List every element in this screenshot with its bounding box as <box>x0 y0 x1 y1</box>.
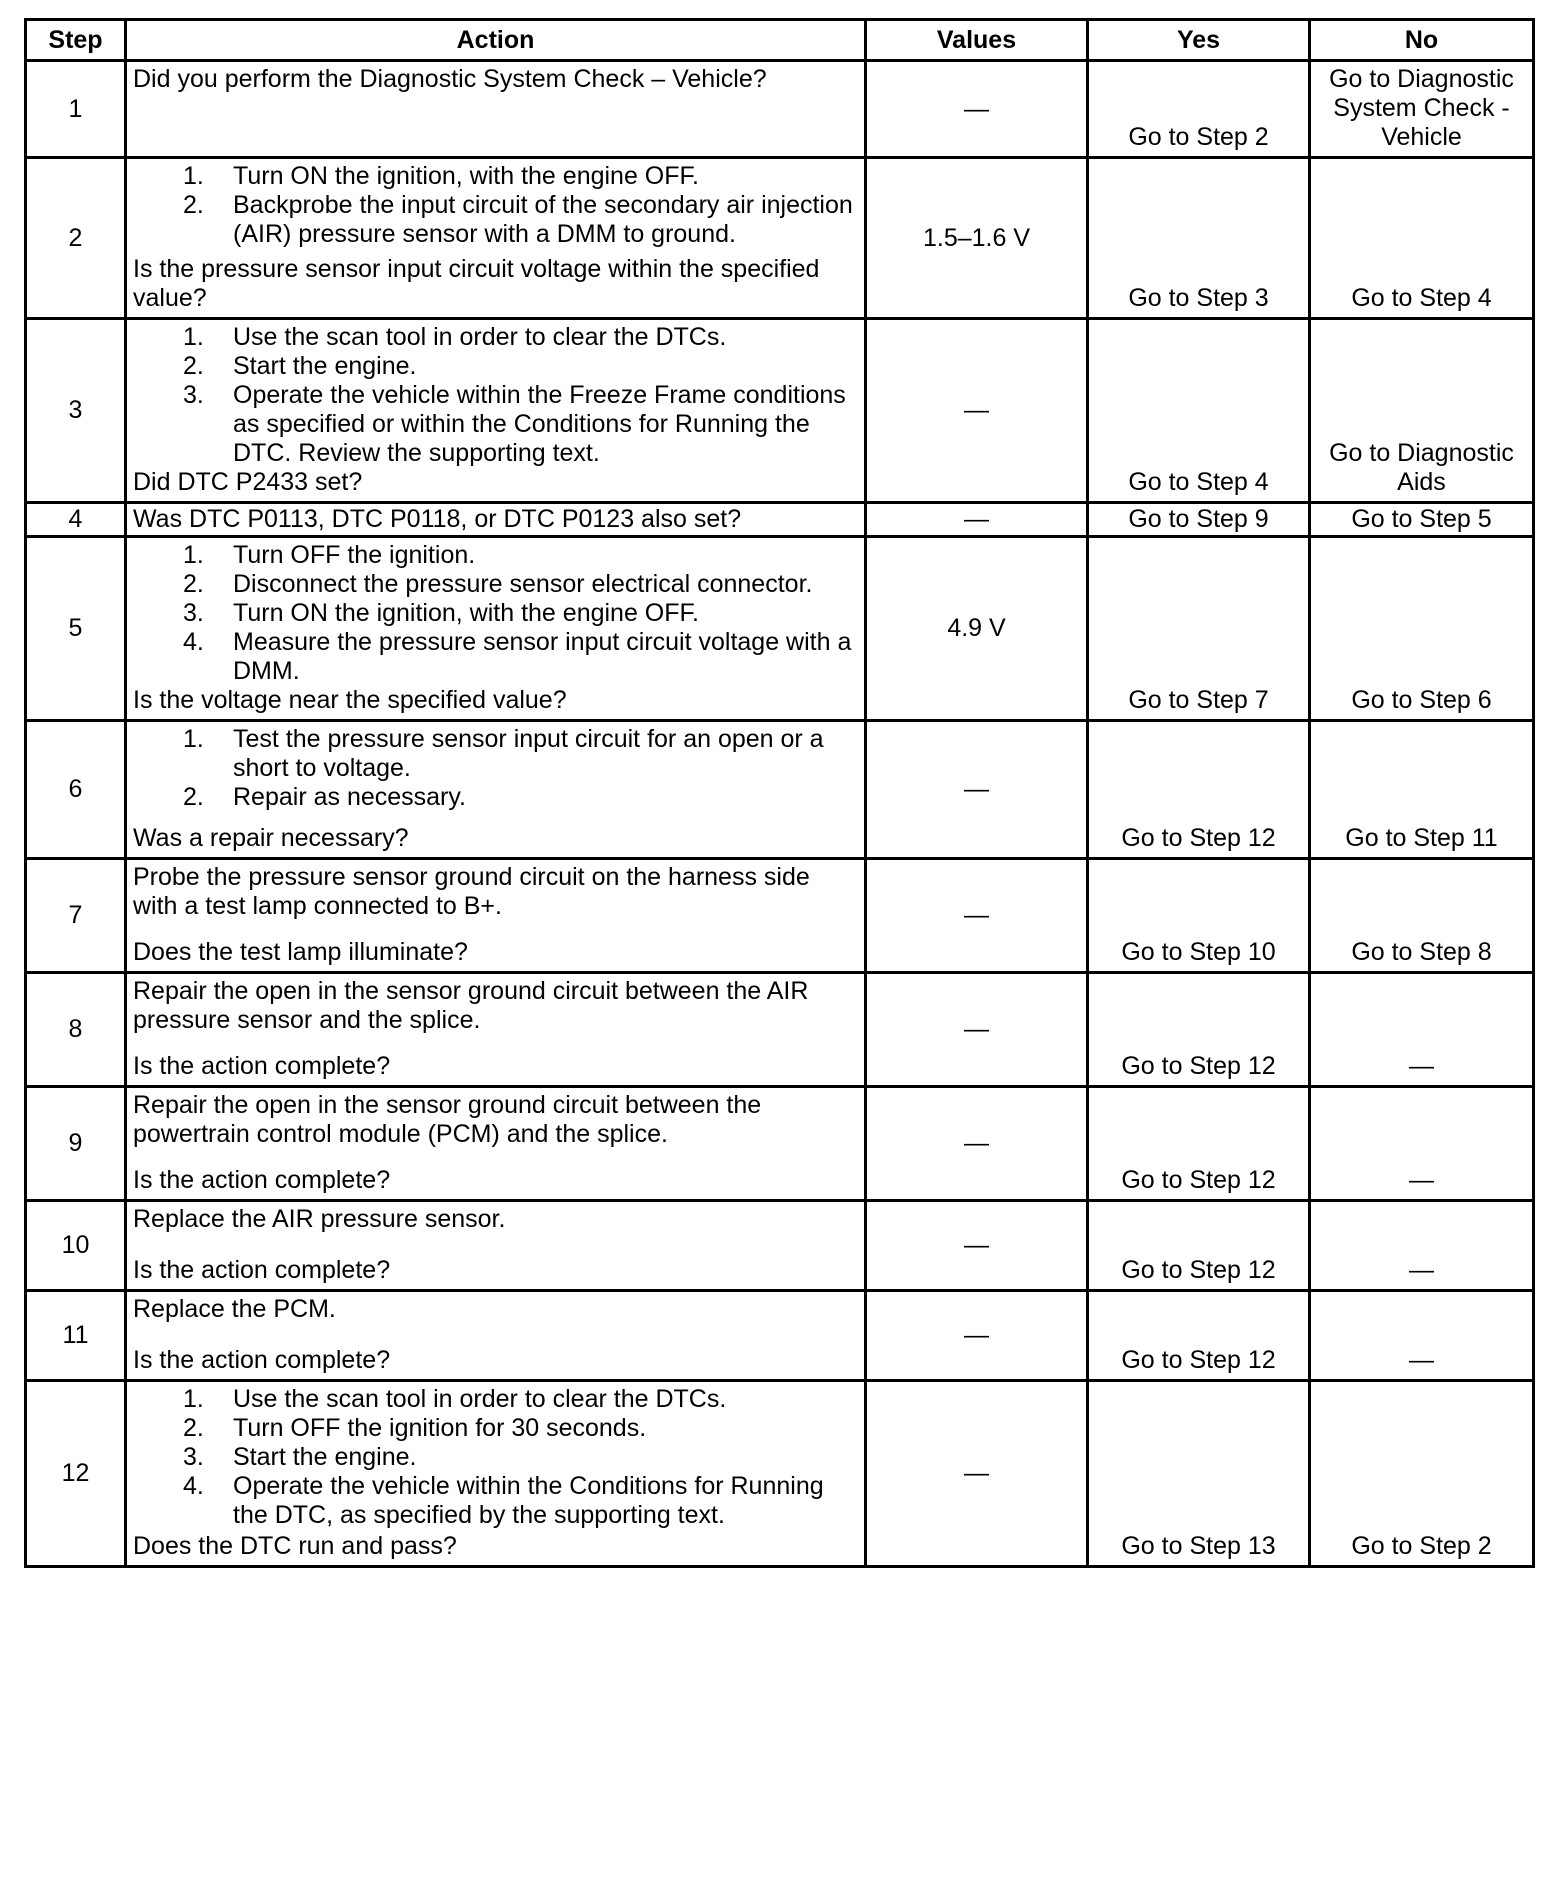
action-question: Did DTC P2433 set? <box>133 468 363 496</box>
action-cell <box>126 1201 866 1291</box>
action-question: Does the test lamp illuminate? <box>133 938 468 966</box>
list-item-text: Start the engine. <box>233 352 417 380</box>
action-cell <box>126 1087 866 1201</box>
step-number: 6 <box>26 721 126 859</box>
list-item-number: 1. <box>183 1385 204 1413</box>
list-item-text: Use the scan tool in order to clear the DTCs. <box>233 1385 727 1413</box>
action-list <box>133 541 856 686</box>
no-cell: — <box>1310 1201 1534 1291</box>
value-cell: 1.5–1.6 V <box>866 158 1088 319</box>
action-cell <box>126 973 866 1087</box>
header-step: Step <box>26 20 126 61</box>
yes-cell: Go to Step 12 <box>1088 1291 1310 1381</box>
table-row <box>26 1201 1534 1291</box>
list-item-number: 2. <box>183 570 204 598</box>
header-action: Action <box>126 20 866 61</box>
list-item-number: 2. <box>183 352 204 380</box>
no-cell: Go to Step 5 <box>1310 503 1534 537</box>
list-item-text: Start the engine. <box>233 1443 417 1471</box>
list-item-number: 2. <box>183 191 204 219</box>
value-cell: — <box>866 973 1088 1087</box>
action-text: Repair the open in the sensor ground circuit between the powertrain control module (PCM) and the splice. <box>133 1091 762 1148</box>
table-row <box>26 859 1534 973</box>
action-cell <box>126 1291 866 1381</box>
list-item-number: 3. <box>183 599 204 627</box>
yes-cell: Go to Step 10 <box>1088 859 1310 973</box>
action-cell <box>126 859 866 973</box>
list-item-text: Disconnect the pressure sensor electrical connector. <box>233 570 813 598</box>
action-cell <box>126 1381 866 1567</box>
diagnostic-table <box>24 18 1535 1568</box>
action-list <box>133 725 856 812</box>
step-number: 8 <box>26 973 126 1087</box>
value-cell: — <box>866 61 1088 158</box>
no-cell: Go to Step 11 <box>1310 721 1534 859</box>
header-row <box>26 20 1534 61</box>
step-number: 7 <box>26 859 126 973</box>
step-number: 12 <box>26 1381 126 1567</box>
no-cell: Go to Step 6 <box>1310 537 1534 721</box>
action-text: Was DTC P0113, DTC P0118, or DTC P0123 also set? <box>133 505 742 533</box>
action-text: Replace the PCM. <box>133 1295 336 1323</box>
list-item-number: 1. <box>183 725 204 753</box>
no-cell: Go to Diagnostic System Check - Vehicle <box>1310 61 1534 158</box>
action-text: Repair the open in the sensor ground circuit between the AIR pressure sensor and the splice. <box>133 977 809 1034</box>
list-item-number: 1. <box>183 162 204 190</box>
yes-cell: Go to Step 2 <box>1088 61 1310 158</box>
list-item <box>133 1414 856 1443</box>
list-item-text: Operate the vehicle within the Conditions for Running the DTC, as specified by the supporting text. <box>233 1472 824 1529</box>
no-cell: Go to Diagnostic Aids <box>1310 319 1534 503</box>
action-cell <box>126 721 866 859</box>
table-body <box>26 61 1534 1567</box>
list-item <box>133 1385 856 1414</box>
step-number: 1 <box>26 61 126 158</box>
action-cell <box>126 537 866 721</box>
list-item <box>133 783 856 812</box>
list-item <box>133 628 856 686</box>
list-item-number: 2. <box>183 1414 204 1442</box>
list-item-text: Test the pressure sensor input circuit for an open or a short to voltage. <box>233 725 824 782</box>
value-cell: 4.9 V <box>866 537 1088 721</box>
list-item <box>133 191 856 249</box>
step-number: 2 <box>26 158 126 319</box>
list-item-number: 2. <box>183 783 204 811</box>
yes-cell: Go to Step 9 <box>1088 503 1310 537</box>
yes-cell: Go to Step 12 <box>1088 973 1310 1087</box>
diagnostic-table-container <box>24 18 1532 1568</box>
list-item-number: 4. <box>183 1472 204 1500</box>
action-list <box>133 1385 856 1530</box>
value-cell: — <box>866 1381 1088 1567</box>
header-yes: Yes <box>1088 20 1310 61</box>
action-text: Did you perform the Diagnostic System Check – Vehicle? <box>133 65 767 93</box>
table-row <box>26 319 1534 503</box>
action-question: Is the pressure sensor input circuit voltage within the specified value? <box>133 255 820 312</box>
action-question: Is the action complete? <box>133 1256 391 1284</box>
list-item <box>133 599 856 628</box>
value-cell: — <box>866 319 1088 503</box>
list-item <box>133 381 856 468</box>
list-item <box>133 352 856 381</box>
list-item-text: Repair as necessary. <box>233 783 466 811</box>
table-row <box>26 158 1534 319</box>
no-cell: Go to Step 2 <box>1310 1381 1534 1567</box>
action-cell <box>126 319 866 503</box>
list-item <box>133 541 856 570</box>
table-row <box>26 721 1534 859</box>
list-item-number: 3. <box>183 381 204 409</box>
value-cell: — <box>866 859 1088 973</box>
list-item <box>133 725 856 783</box>
header-no: No <box>1310 20 1534 61</box>
action-cell <box>126 61 866 158</box>
no-cell: — <box>1310 973 1534 1087</box>
action-list <box>133 323 856 468</box>
action-text: Replace the AIR pressure sensor. <box>133 1205 506 1233</box>
list-item-text: Backprobe the input circuit of the secondary air injection (AIR) pressure sensor with a DMM to ground. <box>233 191 853 248</box>
action-question: Is the action complete? <box>133 1052 391 1080</box>
no-cell: Go to Step 4 <box>1310 158 1534 319</box>
step-number: 5 <box>26 537 126 721</box>
yes-cell: Go to Step 4 <box>1088 319 1310 503</box>
list-item <box>133 162 856 191</box>
action-question: Is the action complete? <box>133 1346 391 1374</box>
value-cell: — <box>866 503 1088 537</box>
table-row <box>26 1381 1534 1567</box>
list-item <box>133 570 856 599</box>
list-item <box>133 1443 856 1472</box>
table-row <box>26 1291 1534 1381</box>
yes-cell: Go to Step 3 <box>1088 158 1310 319</box>
list-item <box>133 323 856 352</box>
action-cell <box>126 503 866 537</box>
action-text: Probe the pressure sensor ground circuit on the harness side with a test lamp connected to B+. <box>133 863 810 920</box>
table-row <box>26 973 1534 1087</box>
no-cell: — <box>1310 1291 1534 1381</box>
action-cell <box>126 158 866 319</box>
no-cell: — <box>1310 1087 1534 1201</box>
yes-cell: Go to Step 12 <box>1088 1087 1310 1201</box>
list-item-text: Operate the vehicle within the Freeze Frame conditions as specified or within the Conditions for Running the DTC. Review the supporting text. <box>233 381 846 467</box>
step-number: 11 <box>26 1291 126 1381</box>
action-question: Is the action complete? <box>133 1166 391 1194</box>
table-row <box>26 61 1534 158</box>
action-question: Was a repair necessary? <box>133 824 409 852</box>
table-row <box>26 503 1534 537</box>
list-item-number: 1. <box>183 323 204 351</box>
list-item-text: Turn OFF the ignition. <box>233 541 476 569</box>
list-item-text: Turn ON the ignition, with the engine OFF. <box>233 599 699 627</box>
yes-cell: Go to Step 12 <box>1088 721 1310 859</box>
table-row <box>26 537 1534 721</box>
step-number: 10 <box>26 1201 126 1291</box>
header-values: Values <box>866 20 1088 61</box>
list-item-text: Turn ON the ignition, with the engine OFF. <box>233 162 699 190</box>
yes-cell: Go to Step 13 <box>1088 1381 1310 1567</box>
list-item-number: 3. <box>183 1443 204 1471</box>
step-number: 9 <box>26 1087 126 1201</box>
list-item-text: Measure the pressure sensor input circuit voltage with a DMM. <box>233 628 852 685</box>
value-cell: — <box>866 1291 1088 1381</box>
list-item-text: Use the scan tool in order to clear the DTCs. <box>233 323 727 351</box>
no-cell: Go to Step 8 <box>1310 859 1534 973</box>
yes-cell: Go to Step 7 <box>1088 537 1310 721</box>
list-item <box>133 1472 856 1530</box>
step-number: 3 <box>26 319 126 503</box>
action-question: Does the DTC run and pass? <box>133 1532 457 1560</box>
action-question: Is the voltage near the specified value? <box>133 686 567 714</box>
list-item-text: Turn OFF the ignition for 30 seconds. <box>233 1414 647 1442</box>
list-item-number: 4. <box>183 628 204 656</box>
value-cell: — <box>866 1087 1088 1201</box>
step-number: 4 <box>26 503 126 537</box>
list-item-number: 1. <box>183 541 204 569</box>
table-row <box>26 1087 1534 1201</box>
value-cell: — <box>866 721 1088 859</box>
value-cell: — <box>866 1201 1088 1291</box>
action-list <box>133 162 856 249</box>
yes-cell: Go to Step 12 <box>1088 1201 1310 1291</box>
